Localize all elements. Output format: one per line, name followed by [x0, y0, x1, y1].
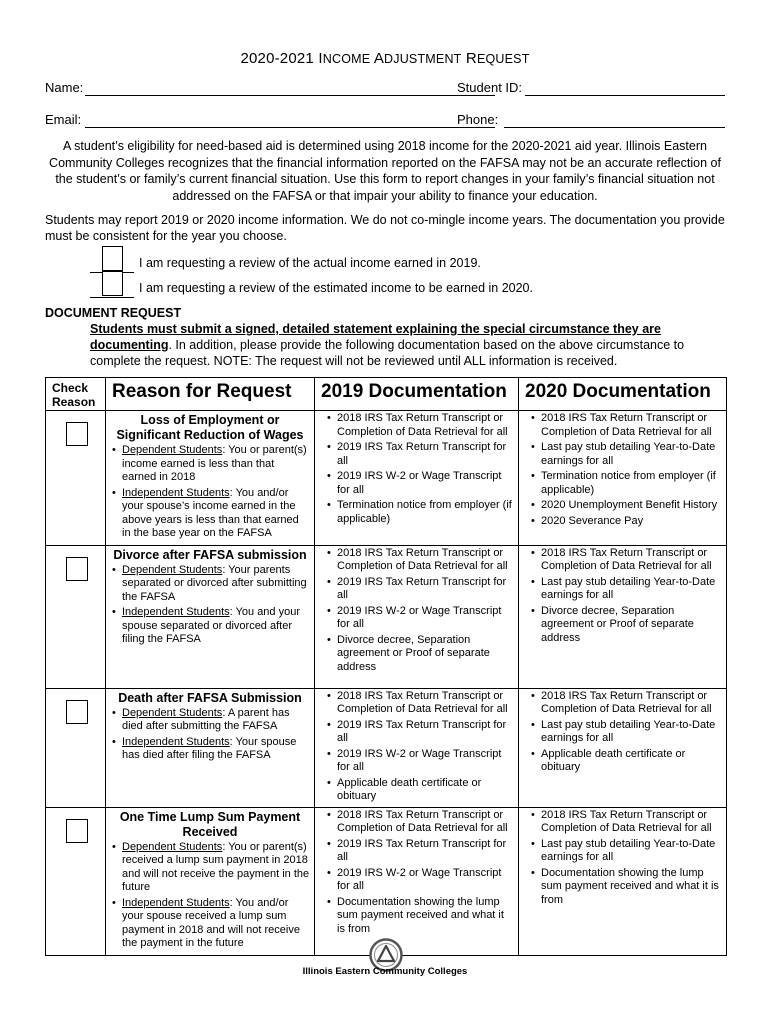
list-item: • Divorce decree, Separation agreement or Proof of separate address — [337, 634, 514, 675]
doc-2019-header: 2019 Documentation — [315, 378, 519, 411]
table-row — [46, 688, 727, 807]
list-item: • Termination notice from employer (if applicable) — [337, 499, 514, 526]
reason-title: Death after FAFSA Submission — [118, 690, 302, 705]
list-item: • Last pay stub detailing Year-to-Date earnings for all — [541, 441, 722, 468]
list-item: • Applicable death certificate or obituary — [541, 748, 722, 775]
list-item: • Dependent Students: You or parent(s) income earned is less than that earned in 2018 — [122, 444, 310, 485]
list-item: • 2018 IRS Tax Return Transcript or Completion of Data Retrieval for all — [337, 547, 514, 574]
name-row — [45, 80, 725, 98]
list-item: • Independent Students: You and/or your spouse received a lump sum payment in 2018 and will not receive the payment in the future — [122, 897, 310, 951]
reason-title: Divorce after FAFSA submission — [113, 547, 307, 562]
page-title: 2020-2021 INCOME ADJUSTMENT REQUEST — [240, 50, 530, 67]
list-item: • 2019 IRS W-2 or Wage Transcript for all — [337, 470, 514, 497]
list-item: • Dependent Students: You or parent(s) received a lump sum payment in 2018 and will not receive the payment in the future — [122, 841, 310, 895]
reason-checkbox[interactable] — [66, 819, 88, 843]
document-request-text: Students must submit a signed, detailed statement explaining the special circumstance they are documenting. In addition, please provide the following documentation based on the above circumstance to complete the request. NOTE: The request will not be reviewed until ALL information is received. — [90, 322, 685, 368]
list-item: • Dependent Students: Your parents separated or divorced after submitting the FAFSA — [122, 564, 310, 605]
list-item: • Last pay stub detailing Year-to-Date earnings for all — [541, 838, 722, 865]
list-item: • 2018 IRS Tax Return Transcript or Completion of Data Retrieval for all — [541, 412, 722, 439]
table-row — [46, 411, 727, 546]
list-item: • 2019 IRS Tax Return Transcript for all — [337, 441, 514, 468]
option-2020-checkbox[interactable] — [102, 271, 123, 296]
list-item: • Independent Students: Your spouse has died after filing the FAFSA — [122, 736, 310, 763]
doc-2020-header: 2020 Documentation — [519, 378, 727, 411]
list-item: • Last pay stub detailing Year-to-Date earnings for all — [541, 719, 722, 746]
list-item: • 2018 IRS Tax Return Transcript or Completion of Data Retrieval for all — [541, 809, 722, 836]
student-id-label: Student ID: — [457, 80, 523, 95]
list-item: • 2019 IRS W-2 or Wage Transcript for all — [337, 867, 514, 894]
list-item: • 2019 IRS Tax Return Transcript for all — [337, 838, 514, 865]
student-id-field[interactable] — [525, 95, 725, 96]
table-row — [46, 545, 727, 688]
phone-label: Phone: — [457, 112, 499, 127]
reason-header: Reason for Request — [106, 378, 315, 411]
table-row — [46, 807, 727, 955]
intro-paragraph: A student’s eligibility for need-based aid is determined using 2018 income for the 2020-2021 aid year. Illinois Eastern Community Colleges recognizes that the financial information reported on the FAFSA may not be an accurate reflection of the student’s or family’s current financial situation. Use this form to report changes in your family’s financial situation not addressed on the FAFSA or that impair your ability to finance your education. — [49, 139, 721, 203]
reason-table — [45, 377, 727, 956]
option-2020 — [90, 279, 690, 301]
reason-title: Loss of Employment or Significant Reduction of Wages — [116, 413, 304, 442]
list-item: • Applicable death certificate or obituary — [337, 777, 514, 804]
list-item: • Dependent Students: A parent has died after submitting the FAFSA — [122, 707, 310, 734]
list-item: • Termination notice from employer (if applicable) — [541, 470, 722, 497]
list-item: • 2019 IRS Tax Return Transcript for all — [337, 719, 514, 746]
list-item: • 2018 IRS Tax Return Transcript or Completion of Data Retrieval for all — [337, 809, 514, 836]
list-item: • 2020 Severance Pay — [541, 515, 722, 529]
reason-checkbox[interactable] — [66, 557, 88, 581]
list-item: • Divorce decree, Separation agreement or Proof of separate address — [541, 605, 722, 646]
list-item: • Independent Students: You and your spouse separated or divorced after filing the FAFSA — [122, 606, 310, 647]
list-item: • Independent Students: You and/or your spouse’s income earned in the above years is less than that earned in the base year on the FAFSA — [122, 487, 310, 541]
list-item: • Last pay stub detailing Year-to-Date earnings for all — [541, 576, 722, 603]
reason-checkbox[interactable] — [66, 700, 88, 724]
document-request-heading: DOCUMENT REQUEST — [45, 306, 182, 320]
email-row — [45, 112, 725, 130]
footer-college-name: Illinois Eastern Community Colleges — [302, 966, 468, 977]
phone-field[interactable] — [504, 127, 725, 128]
option-2020-label: I am requesting a review of the estimated income to be earned in 2020. — [139, 281, 533, 295]
email-field[interactable] — [85, 127, 495, 128]
list-item: • 2019 IRS W-2 or Wage Transcript for all — [337, 605, 514, 632]
list-item: • 2018 IRS Tax Return Transcript or Completion of Data Retrieval for all — [541, 690, 722, 717]
option-2019-label: I am requesting a review of the actual income earned in 2019. — [139, 256, 481, 270]
list-item: • 2020 Unemployment Benefit History — [541, 499, 722, 513]
list-item: • 2018 IRS Tax Return Transcript or Completion of Data Retrieval for all — [337, 690, 514, 717]
check-reason-header: Check Reason — [46, 378, 106, 411]
list-item: • 2018 IRS Tax Return Transcript or Completion of Data Retrieval for all — [337, 412, 514, 439]
table-header-row — [46, 378, 727, 411]
name-field[interactable] — [85, 95, 495, 96]
list-item: • 2019 IRS W-2 or Wage Transcript for all — [337, 748, 514, 775]
reason-title: One Time Lump Sum Payment Received — [119, 809, 301, 839]
list-item: • 2019 IRS Tax Return Transcript for all — [337, 576, 514, 603]
list-item: • Documentation showing the lump sum payment received and what it is from — [541, 867, 722, 908]
email-label: Email: — [45, 112, 82, 127]
option-2019-checkbox[interactable] — [102, 246, 123, 271]
reason-checkbox[interactable] — [66, 422, 88, 446]
name-label: Name: — [45, 80, 84, 95]
list-item: • 2018 IRS Tax Return Transcript or Completion of Data Retrieval for all — [541, 547, 722, 574]
list-item: • Documentation showing the lump sum payment received and what it is from — [337, 896, 514, 937]
income-year-paragraph: Students may report 2019 or 2020 income information. We do not co-mingle income years. The documentation you provide must be consistent for the year you choose. — [45, 213, 725, 243]
option-2019 — [90, 254, 690, 276]
